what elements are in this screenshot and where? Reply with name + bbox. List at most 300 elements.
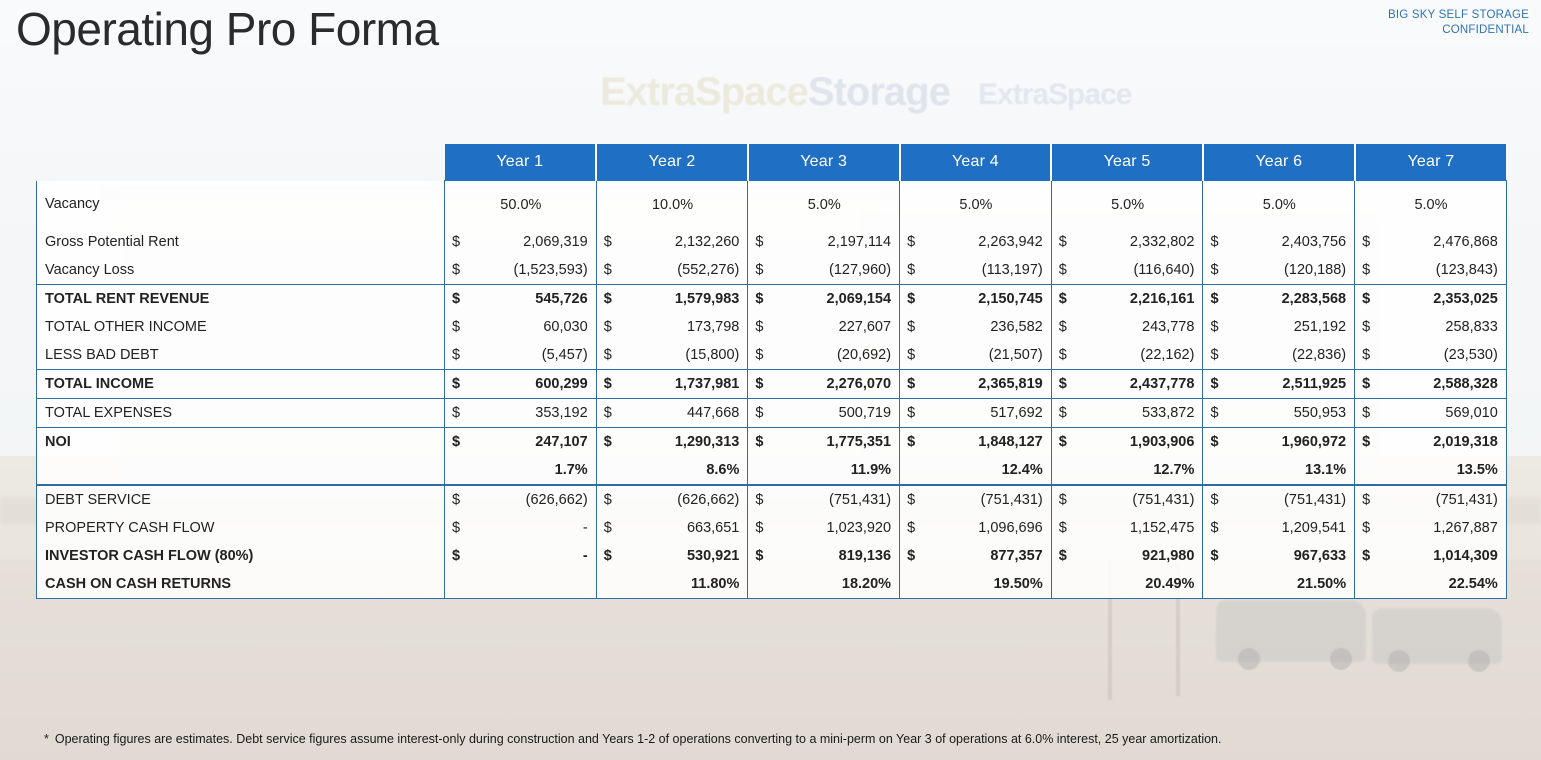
currency-symbol: $ bbox=[603, 434, 612, 450]
row-label: LESS BAD DEBT bbox=[37, 341, 445, 370]
cell-7 bbox=[1355, 341, 1507, 370]
cell-value: 2,197,114 bbox=[827, 234, 892, 250]
currency-symbol: $ bbox=[907, 347, 916, 363]
footnote bbox=[44, 732, 1221, 746]
column-header-blank bbox=[37, 144, 445, 181]
confidential-notice bbox=[1388, 8, 1529, 38]
currency-symbol: $ bbox=[1362, 520, 1371, 536]
currency-symbol: $ bbox=[452, 520, 461, 536]
cell-value: 2,588,328 bbox=[1433, 376, 1498, 392]
currency-symbol: $ bbox=[1058, 347, 1067, 363]
cell-5: 12.7% bbox=[1051, 456, 1203, 485]
cell-6 bbox=[1203, 542, 1355, 570]
cell-value: 1,267,887 bbox=[1433, 520, 1498, 536]
currency-symbol: $ bbox=[755, 291, 764, 307]
currency-symbol: $ bbox=[1362, 234, 1371, 250]
cell-value: 2,511,925 bbox=[1282, 376, 1347, 392]
cell-value: (120,188) bbox=[1284, 262, 1347, 278]
cell-value: 530,921 bbox=[686, 548, 740, 564]
cell-value: 1,848,127 bbox=[978, 434, 1043, 450]
cell-value: 2,476,868 bbox=[1433, 234, 1498, 250]
cell-2: 8.6% bbox=[596, 456, 748, 485]
cell-value: 877,357 bbox=[990, 548, 1043, 564]
cell-5 bbox=[1051, 514, 1203, 542]
currency-symbol: $ bbox=[907, 548, 916, 564]
cell-4: 12.4% bbox=[900, 456, 1052, 485]
currency-symbol: $ bbox=[1210, 291, 1219, 307]
table-row bbox=[37, 285, 1507, 314]
cell-value: 1,209,541 bbox=[1281, 520, 1347, 536]
currency-symbol: $ bbox=[452, 347, 461, 363]
cell-5 bbox=[1051, 341, 1203, 370]
cell-6 bbox=[1203, 313, 1355, 341]
cell-value: 2,069,154 bbox=[826, 291, 892, 307]
cell-value: 2,332,802 bbox=[1129, 234, 1195, 250]
currency-symbol: $ bbox=[1362, 347, 1371, 363]
currency-symbol: $ bbox=[603, 234, 612, 250]
table-row bbox=[37, 399, 1507, 428]
table-row bbox=[37, 228, 1507, 256]
currency-symbol: $ bbox=[603, 548, 612, 564]
cell-2: 11.80% bbox=[596, 570, 748, 599]
cell-7: 22.54% bbox=[1355, 570, 1507, 599]
column-header-year-6: Year 6 bbox=[1203, 144, 1355, 181]
cell-1 bbox=[445, 341, 597, 370]
cell-value: 251,192 bbox=[1293, 319, 1347, 335]
currency-symbol: $ bbox=[1362, 492, 1371, 508]
cell-6 bbox=[1203, 285, 1355, 314]
currency-symbol: $ bbox=[603, 492, 612, 508]
cell-1 bbox=[445, 542, 597, 570]
cell-value: (116,640) bbox=[1133, 262, 1195, 278]
currency-symbol: $ bbox=[907, 520, 916, 536]
table-row bbox=[37, 313, 1507, 341]
table-row bbox=[37, 341, 1507, 370]
cell-value: 2,132,260 bbox=[674, 234, 740, 250]
cell-6: 21.50% bbox=[1203, 570, 1355, 599]
currency-symbol: $ bbox=[1058, 548, 1067, 564]
cell-value: 1,023,920 bbox=[826, 520, 892, 536]
cell-5 bbox=[1051, 428, 1203, 457]
cell-value: 353,192 bbox=[535, 405, 588, 421]
cell-value: 447,668 bbox=[686, 405, 740, 421]
cell-value: (751,431) bbox=[980, 492, 1043, 508]
cell-4 bbox=[900, 399, 1052, 428]
cell-1 bbox=[445, 485, 597, 514]
cell-2 bbox=[596, 428, 748, 457]
cell-4 bbox=[900, 256, 1052, 285]
cell-4 bbox=[900, 542, 1052, 570]
table-row bbox=[37, 542, 1507, 570]
cell-1 bbox=[445, 228, 597, 256]
cell-5 bbox=[1051, 370, 1203, 399]
currency-symbol: $ bbox=[1058, 291, 1067, 307]
currency-symbol: $ bbox=[755, 434, 764, 450]
cell-6 bbox=[1203, 341, 1355, 370]
currency-symbol: $ bbox=[1210, 548, 1219, 564]
cell-6 bbox=[1203, 485, 1355, 514]
cell-3 bbox=[748, 514, 900, 542]
cell-6 bbox=[1203, 370, 1355, 399]
currency-symbol: $ bbox=[452, 262, 461, 278]
cell-value: 500,719 bbox=[838, 405, 892, 421]
cell-value: 2,403,756 bbox=[1281, 234, 1347, 250]
cell-3 bbox=[748, 228, 900, 256]
cell-value: (22,162) bbox=[1140, 347, 1195, 363]
currency-symbol: $ bbox=[755, 405, 764, 421]
currency-symbol: $ bbox=[452, 291, 461, 307]
currency-symbol: $ bbox=[755, 520, 764, 536]
row-label: TOTAL INCOME bbox=[37, 370, 445, 399]
cell-value: 1,014,309 bbox=[1433, 548, 1498, 564]
currency-symbol: $ bbox=[452, 492, 461, 508]
cell-value: 545,726 bbox=[535, 291, 588, 307]
currency-symbol: $ bbox=[1362, 405, 1371, 421]
cell-5 bbox=[1051, 399, 1203, 428]
pro-forma-table bbox=[36, 144, 1507, 599]
cell-4: 19.50% bbox=[900, 570, 1052, 599]
cell-7 bbox=[1355, 370, 1507, 399]
cell-7 bbox=[1355, 313, 1507, 341]
cell-6: 13.1% bbox=[1203, 456, 1355, 485]
cell-2 bbox=[596, 370, 748, 399]
cell-3 bbox=[748, 285, 900, 314]
cell-2: 10.0% bbox=[596, 181, 748, 229]
cell-value: 2,216,161 bbox=[1129, 291, 1195, 307]
column-header-year-1: Year 1 bbox=[445, 144, 597, 181]
currency-symbol: $ bbox=[1210, 347, 1219, 363]
table-body bbox=[37, 181, 1507, 599]
cell-1 bbox=[445, 285, 597, 314]
currency-symbol: $ bbox=[755, 548, 764, 564]
currency-symbol: $ bbox=[1362, 376, 1371, 392]
cell-value: (751,431) bbox=[1284, 492, 1347, 508]
cell-3: 11.9% bbox=[748, 456, 900, 485]
currency-symbol: $ bbox=[907, 234, 916, 250]
currency-symbol: $ bbox=[452, 548, 461, 564]
row-label bbox=[37, 456, 445, 485]
cell-value: 569,010 bbox=[1445, 405, 1498, 421]
row-label: TOTAL EXPENSES bbox=[37, 399, 445, 428]
cell-value: 600,299 bbox=[535, 376, 588, 392]
cell-value: 60,030 bbox=[543, 319, 588, 335]
cell-7 bbox=[1355, 542, 1507, 570]
cell-value: 2,276,070 bbox=[826, 376, 892, 392]
cell-value: (22,836) bbox=[1292, 347, 1347, 363]
cell-value: 2,283,568 bbox=[1281, 291, 1347, 307]
cell-value: 533,872 bbox=[1142, 405, 1195, 421]
confidential-company: BIG SKY SELF STORAGE bbox=[1388, 9, 1529, 21]
cell-value: 550,953 bbox=[1293, 405, 1347, 421]
row-label: Vacancy Loss bbox=[37, 256, 445, 285]
row-label: TOTAL RENT REVENUE bbox=[37, 285, 445, 314]
currency-symbol: $ bbox=[1210, 434, 1219, 450]
cell-value: 227,607 bbox=[838, 319, 892, 335]
currency-symbol: $ bbox=[1058, 492, 1067, 508]
table-row bbox=[37, 256, 1507, 285]
currency-symbol: $ bbox=[603, 291, 612, 307]
currency-symbol: $ bbox=[603, 520, 612, 536]
cell-3: 18.20% bbox=[748, 570, 900, 599]
cell-1 bbox=[445, 570, 597, 599]
cell-5: 20.49% bbox=[1051, 570, 1203, 599]
currency-symbol: $ bbox=[907, 319, 916, 335]
cell-3 bbox=[748, 542, 900, 570]
cell-value: (20,692) bbox=[837, 347, 892, 363]
cell-4 bbox=[900, 313, 1052, 341]
currency-symbol: $ bbox=[1058, 262, 1067, 278]
cell-3: 5.0% bbox=[748, 181, 900, 229]
currency-symbol: $ bbox=[907, 405, 916, 421]
table-head bbox=[37, 144, 1507, 181]
cell-7 bbox=[1355, 428, 1507, 457]
cell-2 bbox=[596, 399, 748, 428]
cell-1 bbox=[445, 399, 597, 428]
cell-2 bbox=[596, 228, 748, 256]
cell-6: 5.0% bbox=[1203, 181, 1355, 229]
cell-4 bbox=[900, 428, 1052, 457]
cell-7 bbox=[1355, 485, 1507, 514]
currency-symbol: $ bbox=[755, 492, 764, 508]
currency-symbol: $ bbox=[603, 376, 612, 392]
cell-3 bbox=[748, 313, 900, 341]
cell-value: 247,107 bbox=[535, 434, 588, 450]
cell-value: 1,096,696 bbox=[978, 520, 1043, 536]
currency-symbol: $ bbox=[1210, 492, 1219, 508]
table-row bbox=[37, 570, 1507, 599]
cell-1 bbox=[445, 428, 597, 457]
cell-value: 2,437,778 bbox=[1129, 376, 1195, 392]
cell-value: 1,960,972 bbox=[1281, 434, 1347, 450]
row-label: CASH ON CASH RETURNS bbox=[37, 570, 445, 599]
column-header-year-5: Year 5 bbox=[1051, 144, 1203, 181]
row-label: NOI bbox=[37, 428, 445, 457]
cell-value: (127,960) bbox=[828, 262, 892, 278]
currency-symbol: $ bbox=[1058, 376, 1067, 392]
cell-5: 5.0% bbox=[1051, 181, 1203, 229]
cell-1 bbox=[445, 514, 597, 542]
row-label: DEBT SERVICE bbox=[37, 485, 445, 514]
cell-7: 13.5% bbox=[1355, 456, 1507, 485]
cell-1: 1.7% bbox=[445, 456, 597, 485]
currency-symbol: $ bbox=[755, 234, 764, 250]
cell-4 bbox=[900, 285, 1052, 314]
cell-3 bbox=[748, 399, 900, 428]
cell-value: 173,798 bbox=[686, 319, 740, 335]
cell-value: (113,197) bbox=[981, 262, 1043, 278]
currency-symbol: $ bbox=[907, 492, 916, 508]
cell-value: 921,980 bbox=[1142, 548, 1195, 564]
cell-2 bbox=[596, 514, 748, 542]
cell-2 bbox=[596, 542, 748, 570]
cell-value: (23,530) bbox=[1443, 347, 1498, 363]
currency-symbol: $ bbox=[1362, 262, 1371, 278]
row-label: Gross Potential Rent bbox=[37, 228, 445, 256]
table-header-row bbox=[37, 144, 1507, 181]
row-label: INVESTOR CASH FLOW (80%) bbox=[37, 542, 445, 570]
currency-symbol: $ bbox=[1058, 405, 1067, 421]
cell-2 bbox=[596, 485, 748, 514]
cell-value: 1,775,351 bbox=[826, 434, 892, 450]
currency-symbol: $ bbox=[755, 262, 764, 278]
currency-symbol: $ bbox=[755, 319, 764, 335]
currency-symbol: $ bbox=[1362, 548, 1371, 564]
column-header-year-4: Year 4 bbox=[900, 144, 1052, 181]
cell-value: 1,290,313 bbox=[674, 434, 740, 450]
currency-symbol: $ bbox=[1210, 234, 1219, 250]
cell-value: 2,353,025 bbox=[1433, 291, 1498, 307]
cell-4 bbox=[900, 370, 1052, 399]
cell-value: (751,431) bbox=[1132, 492, 1195, 508]
currency-symbol: $ bbox=[603, 262, 612, 278]
cell-1 bbox=[445, 313, 597, 341]
cell-4 bbox=[900, 228, 1052, 256]
currency-symbol: $ bbox=[1210, 405, 1219, 421]
cell-value: - bbox=[582, 520, 588, 536]
currency-symbol: $ bbox=[1210, 262, 1219, 278]
currency-symbol: $ bbox=[907, 291, 916, 307]
currency-symbol: $ bbox=[1210, 520, 1219, 536]
cell-value: 2,365,819 bbox=[978, 376, 1043, 392]
cell-value: (552,276) bbox=[677, 262, 740, 278]
cell-value: 1,579,983 bbox=[674, 291, 740, 307]
cell-2 bbox=[596, 313, 748, 341]
cell-value: (751,431) bbox=[828, 492, 892, 508]
cell-7 bbox=[1355, 285, 1507, 314]
table-row bbox=[37, 456, 1507, 485]
cell-value: 236,582 bbox=[990, 319, 1043, 335]
cell-6 bbox=[1203, 256, 1355, 285]
currency-symbol: $ bbox=[1362, 434, 1371, 450]
cell-7 bbox=[1355, 256, 1507, 285]
table-row bbox=[37, 428, 1507, 457]
cell-value: (5,457) bbox=[541, 347, 588, 363]
currency-symbol: $ bbox=[452, 434, 461, 450]
cell-6 bbox=[1203, 428, 1355, 457]
cell-value: (751,431) bbox=[1435, 492, 1498, 508]
cell-value: - bbox=[582, 548, 588, 564]
currency-symbol: $ bbox=[907, 376, 916, 392]
cell-2 bbox=[596, 341, 748, 370]
currency-symbol: $ bbox=[1210, 376, 1219, 392]
row-label: TOTAL OTHER INCOME bbox=[37, 313, 445, 341]
cell-4 bbox=[900, 514, 1052, 542]
row-label: Vacancy bbox=[37, 181, 445, 229]
currency-symbol: $ bbox=[1362, 291, 1371, 307]
cell-3 bbox=[748, 428, 900, 457]
cell-value: (123,843) bbox=[1435, 262, 1498, 278]
cell-7 bbox=[1355, 514, 1507, 542]
cell-4 bbox=[900, 341, 1052, 370]
cell-value: 819,136 bbox=[838, 548, 892, 564]
cell-5 bbox=[1051, 313, 1203, 341]
currency-symbol: $ bbox=[603, 347, 612, 363]
table-row bbox=[37, 514, 1507, 542]
cell-value: 1,903,906 bbox=[1129, 434, 1195, 450]
cell-1 bbox=[445, 256, 597, 285]
cell-6 bbox=[1203, 228, 1355, 256]
currency-symbol: $ bbox=[452, 234, 461, 250]
footnote-marker: * bbox=[44, 732, 49, 746]
cell-value: 517,692 bbox=[990, 405, 1043, 421]
cell-value: 1,152,475 bbox=[1129, 520, 1195, 536]
cell-1: 50.0% bbox=[445, 181, 597, 229]
cell-3 bbox=[748, 256, 900, 285]
currency-symbol: $ bbox=[1058, 434, 1067, 450]
confidential-label: CONFIDENTIAL bbox=[1442, 24, 1529, 36]
page-title: Operating Pro Forma bbox=[16, 3, 439, 55]
cell-7: 5.0% bbox=[1355, 181, 1507, 229]
cell-5 bbox=[1051, 542, 1203, 570]
cell-value: 2,150,745 bbox=[978, 291, 1043, 307]
cell-1 bbox=[445, 370, 597, 399]
currency-symbol: $ bbox=[1362, 319, 1371, 335]
cell-value: (626,662) bbox=[525, 492, 588, 508]
table-row bbox=[37, 485, 1507, 514]
currency-symbol: $ bbox=[907, 262, 916, 278]
cell-value: 1,737,981 bbox=[674, 376, 740, 392]
cell-7 bbox=[1355, 228, 1507, 256]
cell-5 bbox=[1051, 285, 1203, 314]
currency-symbol: $ bbox=[755, 376, 764, 392]
column-header-year-7: Year 7 bbox=[1355, 144, 1507, 181]
cell-value: 2,263,942 bbox=[978, 234, 1043, 250]
cell-4: 5.0% bbox=[900, 181, 1052, 229]
cell-value: 663,651 bbox=[686, 520, 740, 536]
cell-6 bbox=[1203, 514, 1355, 542]
cell-2 bbox=[596, 256, 748, 285]
table-row bbox=[37, 370, 1507, 399]
cell-4 bbox=[900, 485, 1052, 514]
cell-5 bbox=[1051, 228, 1203, 256]
currency-symbol: $ bbox=[1210, 319, 1219, 335]
cell-3 bbox=[748, 370, 900, 399]
cell-6 bbox=[1203, 399, 1355, 428]
table-row bbox=[37, 181, 1507, 229]
currency-symbol: $ bbox=[1058, 319, 1067, 335]
cell-value: (1,523,593) bbox=[513, 262, 588, 278]
cell-7 bbox=[1355, 399, 1507, 428]
cell-5 bbox=[1051, 256, 1203, 285]
cell-3 bbox=[748, 485, 900, 514]
cell-value: (15,800) bbox=[685, 347, 740, 363]
column-header-year-2: Year 2 bbox=[596, 144, 748, 181]
cell-value: 2,019,318 bbox=[1433, 434, 1498, 450]
currency-symbol: $ bbox=[452, 376, 461, 392]
row-label: PROPERTY CASH FLOW bbox=[37, 514, 445, 542]
cell-value: 258,833 bbox=[1445, 319, 1498, 335]
currency-symbol: $ bbox=[603, 319, 612, 335]
cell-2 bbox=[596, 285, 748, 314]
currency-symbol: $ bbox=[755, 347, 764, 363]
cell-value: 967,633 bbox=[1293, 548, 1347, 564]
currency-symbol: $ bbox=[1058, 520, 1067, 536]
pro-forma-table-wrapper bbox=[36, 144, 1506, 599]
cell-3 bbox=[748, 341, 900, 370]
currency-symbol: $ bbox=[452, 319, 461, 335]
currency-symbol: $ bbox=[452, 405, 461, 421]
currency-symbol: $ bbox=[603, 405, 612, 421]
cell-value: 243,778 bbox=[1142, 319, 1195, 335]
cell-value: (626,662) bbox=[677, 492, 740, 508]
currency-symbol: $ bbox=[907, 434, 916, 450]
column-header-year-3: Year 3 bbox=[748, 144, 900, 181]
footnote-text: Operating figures are estimates. Debt service figures assume interest-only during construction and Years 1-2 of operations converting to a mini-perm on Year 3 of operations at 6.0% interest, 25 year amortization. bbox=[54, 732, 1222, 746]
currency-symbol: $ bbox=[1058, 234, 1067, 250]
cell-value: (21,507) bbox=[988, 347, 1043, 363]
cell-5 bbox=[1051, 485, 1203, 514]
cell-value: 2,069,319 bbox=[523, 234, 588, 250]
